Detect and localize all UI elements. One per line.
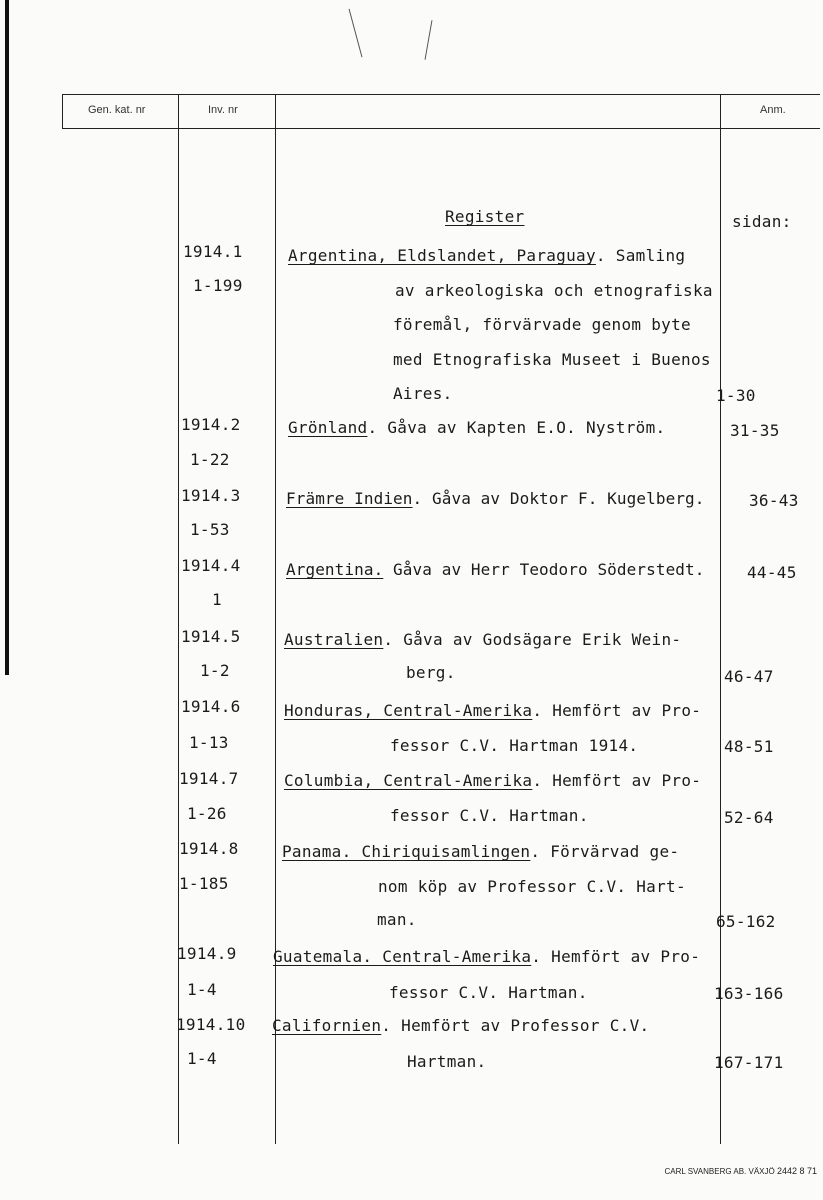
entry-continuation: med Etnografiska Museet i Buenos [393,350,711,369]
entry-text: . Gåva av Godsägare Erik Wein- [383,630,682,649]
header-anm: Anm. [760,104,786,116]
register-title: Register [445,207,525,226]
entry-inv-number: 1914.5 [181,627,241,646]
entry-continuation: Hartman. [407,1052,487,1071]
entry-item-range: 1-13 [189,733,229,752]
entry-pages: 163-166 [714,984,784,1003]
entry-first-line [273,947,700,967]
header-left-border [62,94,63,129]
entry-pages: 36-43 [749,491,799,510]
entry-continuation: fessor C.V. Hartman 1914. [390,736,639,755]
entry-first-line [284,630,681,650]
entry-text: . Hemfört av Pro- [532,771,702,790]
entry-item-range: 1-4 [187,1049,217,1068]
header-inv-nr: Inv. nr [208,104,238,116]
entry-item-range: 1-199 [193,276,243,295]
entry-title: Columbia, Central-Amerika [284,771,533,790]
entry-title: Californien [272,1016,382,1035]
entry-inv-number: 1914.10 [176,1015,246,1034]
pencil-mark [349,9,363,58]
entry-title: Panama. Chiriquisamlingen [282,842,531,861]
column-divider [178,94,179,1144]
entry-pages: 31-35 [730,421,780,440]
sidan-label: sidan: [732,212,792,231]
entry-item-range: 1-26 [187,804,227,823]
entry-title: Honduras, Central-Amerika [284,701,533,720]
entry-pages: 48-51 [724,737,774,756]
entry-title: Australien [284,630,384,649]
entry-item-range: 1-22 [190,450,230,469]
entry-first-line [272,1016,649,1036]
entry-pages: 52-64 [724,808,774,827]
entry-first-line [286,560,705,580]
entry-continuation: fessor C.V. Hartman. [390,806,589,825]
entry-item-range: 1-53 [190,520,230,539]
entry-continuation: av arkeologiska och etnografiska [395,281,713,300]
entry-text: . Hemfört av Professor C.V. [381,1016,650,1035]
pencil-mark [425,20,433,60]
entry-text: . Hemfört av Pro- [531,947,701,966]
entry-item-range: 1-185 [179,874,229,893]
entry-pages: 1-30 [716,386,756,405]
entry-inv-number: 1914.3 [181,486,241,505]
entry-continuation: nom köp av Professor C.V. Hart- [378,877,686,896]
entry-first-line [284,701,701,721]
entry-continuation: berg. [406,663,456,682]
entry-first-line [284,771,701,791]
entry-continuation: man. [377,910,417,929]
entry-item-range: 1 [212,590,222,609]
header-gen-kat-nr: Gen. kat. nr [88,104,146,116]
entry-title: Främre Indien [286,489,413,508]
entry-inv-number: 1914.6 [181,697,241,716]
printer-name: CARL SVANBERG AB. VÄXJÖ [664,1167,775,1176]
printer-imprint [664,1166,817,1176]
binding-edge [5,0,9,675]
entry-inv-number: 1914.1 [183,242,243,261]
entry-title: Guatemala. Central-Amerika [273,947,532,966]
entry-first-line [282,842,679,862]
entry-first-line [288,246,685,266]
entry-title: Argentina, Eldslandet, Paraguay [288,246,596,265]
entry-continuation: fessor C.V. Hartman. [389,983,588,1002]
printer-code: 2442 8 71 [776,1166,817,1176]
entry-item-range: 1-2 [200,661,230,680]
entry-text: . Samling [595,246,686,265]
entry-text: . Förvärvad ge- [530,842,680,861]
entry-title: Grönland [288,418,368,437]
entry-inv-number: 1914.7 [179,769,239,788]
entry-text: Gåva av Herr Teodoro Söderstedt. [383,560,705,579]
entry-item-range: 1-4 [187,980,217,999]
entry-inv-number: 1914.9 [177,944,237,963]
entry-inv-number: 1914.2 [181,415,241,434]
entry-title: Argentina. [286,560,384,579]
entry-inv-number: 1914.8 [179,839,239,858]
header-bottom-rule [62,128,820,129]
entry-continuation: föremål, förvärvade genom byte [393,315,691,334]
column-divider [275,94,276,1144]
entry-continuation: Aires. [393,384,453,403]
entry-pages: 44-45 [747,563,797,582]
entry-text: . Gåva av Kapten E.O. Nyström. [367,418,666,437]
entry-pages: 65-162 [716,912,776,931]
entry-inv-number: 1914.4 [181,556,241,575]
entry-pages: 167-171 [714,1053,784,1072]
entry-text: . Hemfört av Pro- [532,701,702,720]
entry-pages: 46-47 [724,667,774,686]
entry-first-line [288,418,665,438]
header-top-rule [62,94,820,95]
entry-text: . Gåva av Doktor F. Kugelberg. [412,489,705,508]
entry-first-line [286,489,705,509]
